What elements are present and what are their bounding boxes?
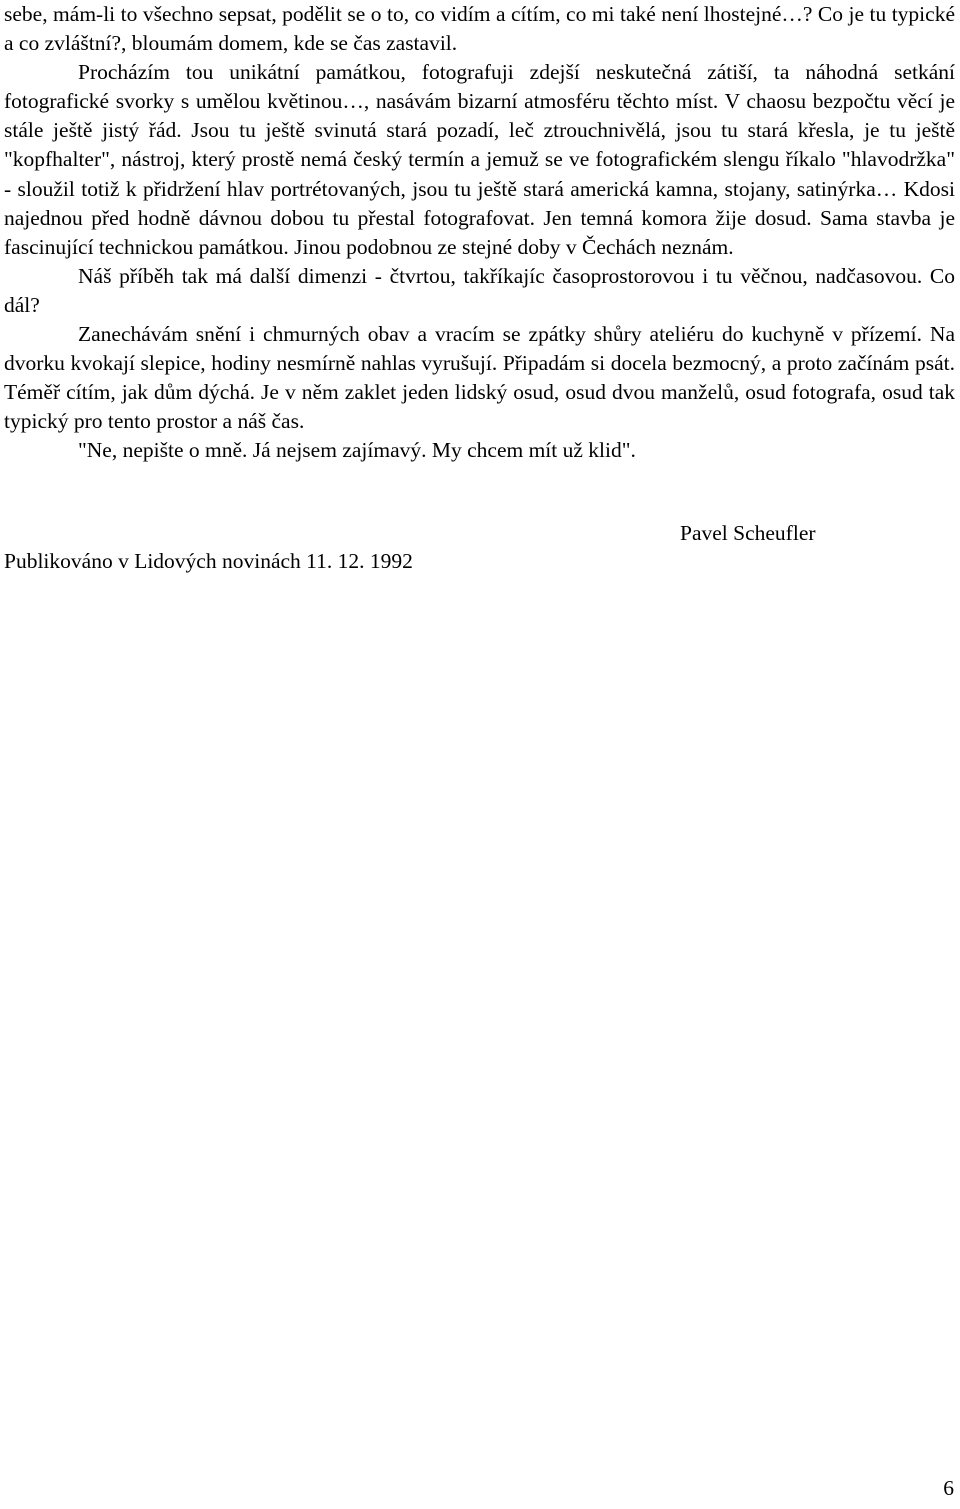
- article-body: [4, 0, 955, 466]
- paragraph-1: sebe, mám-li to všechno sepsat, podělit se o to, co vidím a cítím, co mi také není lhostejné…? Co je tu typické a co zvláštní?, bloumám domem, kde se čas zastavil.: [4, 2, 955, 56]
- paragraph-2: Procházím tou unikátní památkou, fotografuji zdejší neskutečná zátiší, ta náhodná setkání fotografické svorky s umělou květinou…, nasávám bizarní atmosféru těchto míst. V chaosu bezpočtu věcí je stále ještě jistý řád. Jsou tu ještě svinutá stará pozadí, leč ztrouchnivělá, jsou tu stará křesla, je tu ještě "kopfhalter", nástroj, který prostě nemá český termín a jemuž se ve fotografickém slengu říkalo "hlavodržka" - sloužil totiž k přidržení hlav portrétovaných, jsou tu ještě stará americká kamna, stojany, satinýrka… Kdosi najednou před hodně dávnou dobou tu přestal fotografovat. Jen temná komora žije dosud. Sama stavba je fascinující technickou památkou. Jinou podobnou ze stejné doby v Čechách neznám.: [4, 60, 955, 259]
- author-signature: Pavel Scheufler: [680, 521, 816, 545]
- publication-note: Publikováno v Lidových novinách 11. 12. 1992: [4, 549, 413, 573]
- page-number: 6: [943, 1476, 954, 1500]
- document-page: [4, 0, 955, 466]
- paragraph-3: Náš příběh tak má další dimenzi - čtvrtou, takříkajíc časoprostorovou i tu věčnou, nadčasovou. Co dál?: [4, 263, 955, 317]
- paragraph-4: Zanechávám snění i chmurných obav a vracím se zpátky shůry ateliéru do kuchyně v přízemí. Na dvorku kvokají slepice, hodiny nesmírně nahlas vyrušují. Připadám si docela bezmocný, a proto začínám psát. Téměř cítím, jak dům dýchá. Je v něm zaklet jeden lidský osud, osud dvou manželů, osud fotografa, osud tak typický pro tento prostor a náš čas.: [4, 322, 955, 434]
- paragraph-5: "Ne, nepište o mně. Já nejsem zajímavý. My chcem mít už klid".: [78, 438, 636, 463]
